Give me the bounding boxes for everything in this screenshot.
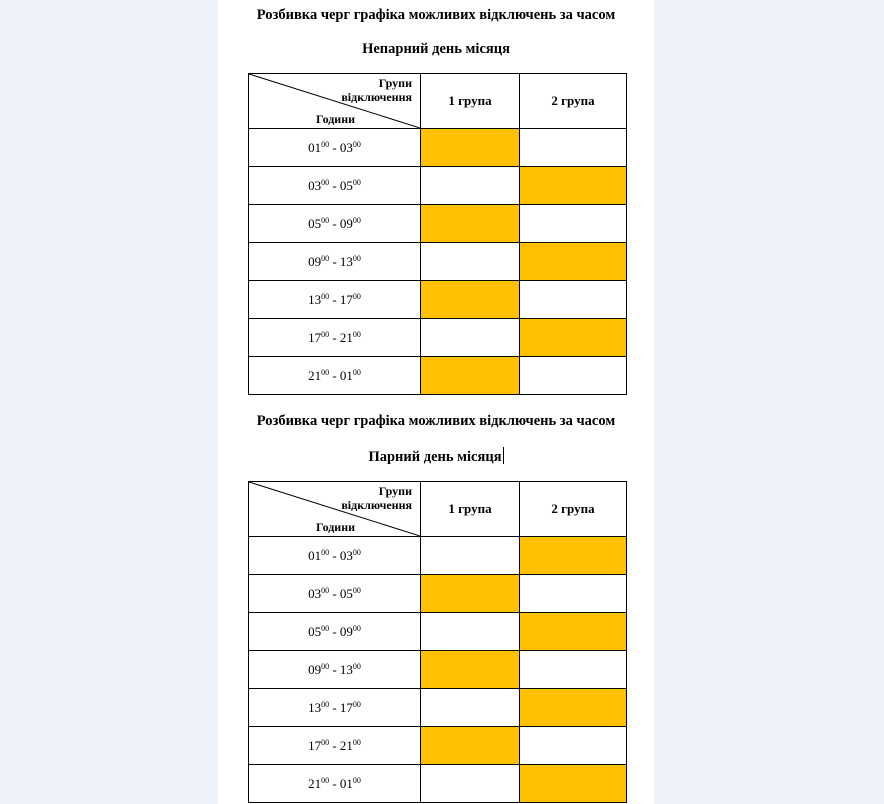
text-cursor <box>503 447 504 464</box>
table-row <box>249 129 627 167</box>
schedule-table <box>248 73 627 395</box>
table-row <box>249 281 627 319</box>
group1-outage-cell <box>421 613 520 651</box>
group1-header: 1 група <box>421 74 520 129</box>
group1-outage-cell <box>421 651 520 689</box>
group1-outage-cell <box>421 537 520 575</box>
group1-outage-cell <box>421 689 520 727</box>
hours-label: Години <box>316 112 356 126</box>
group2-outage-cell <box>520 689 627 727</box>
time-range-cell: $13^{00} - 17^{00}$ <box>249 689 421 727</box>
time-range-cell: $09^{00} - 13^{00}$ <box>249 243 421 281</box>
group1-outage-cell <box>421 319 520 357</box>
group2-outage-cell <box>520 319 627 357</box>
table-header-row <box>249 74 627 129</box>
group1-header: 1 група <box>421 482 520 537</box>
schedule-subtitle: Парний день місяця <box>368 449 502 465</box>
table-row <box>249 651 627 689</box>
group1-outage-cell <box>421 281 520 319</box>
group2-outage-cell <box>520 537 627 575</box>
groups-label: Групи відключення <box>341 484 412 512</box>
time-range-cell: $01^{00} - 03^{00}$ <box>249 537 421 575</box>
schedule-subtitle: Непарний день місяця <box>362 41 510 57</box>
group2-header: 2 група <box>520 482 627 537</box>
time-range-cell: $13^{00} - 17^{00}$ <box>249 281 421 319</box>
group2-outage-cell <box>520 129 627 167</box>
table-row <box>249 689 627 727</box>
group2-outage-cell <box>520 243 627 281</box>
corner-header-cell <box>249 74 421 129</box>
time-range-cell: $03^{00} - 05^{00}$ <box>249 575 421 613</box>
group2-outage-cell <box>520 357 627 395</box>
table-row <box>249 727 627 765</box>
group2-outage-cell <box>520 205 627 243</box>
table-row <box>249 205 627 243</box>
time-range-cell: $05^{00} - 09^{00}$ <box>249 205 421 243</box>
group1-outage-cell <box>421 765 520 803</box>
group2-outage-cell <box>520 613 627 651</box>
table-row <box>249 613 627 651</box>
time-range-cell: $09^{00} - 13^{00}$ <box>249 651 421 689</box>
group1-outage-cell <box>421 205 520 243</box>
group1-outage-cell <box>421 243 520 281</box>
group2-outage-cell <box>520 765 627 803</box>
groups-label: Групи відключення <box>341 76 412 104</box>
time-range-cell: $17^{00} - 21^{00}$ <box>249 319 421 357</box>
time-range-cell: $21^{00} - 01^{00}$ <box>249 357 421 395</box>
table-row <box>249 765 627 803</box>
table-row <box>249 319 627 357</box>
group1-outage-cell <box>421 357 520 395</box>
table-row <box>249 575 627 613</box>
group2-outage-cell <box>520 727 627 765</box>
table-row <box>249 167 627 205</box>
group1-outage-cell <box>421 575 520 613</box>
group1-outage-cell <box>421 129 520 167</box>
table-row <box>249 537 627 575</box>
time-range-cell: $03^{00} - 05^{00}$ <box>249 167 421 205</box>
group2-outage-cell <box>520 651 627 689</box>
schedule-title: Розбивка черг графіка можливих відключень за часом <box>256 413 616 429</box>
time-range-cell: $21^{00} - 01^{00}$ <box>249 765 421 803</box>
time-range-cell: $17^{00} - 21^{00}$ <box>249 727 421 765</box>
group2-outage-cell <box>520 281 627 319</box>
schedule-table <box>248 481 627 803</box>
table-row <box>249 243 627 281</box>
corner-header-cell <box>249 482 421 537</box>
schedule-title: Розбивка черг графіка можливих відключень за часом <box>256 7 616 23</box>
time-range-cell: $01^{00} - 03^{00}$ <box>249 129 421 167</box>
group1-outage-cell <box>421 167 520 205</box>
group1-outage-cell <box>421 727 520 765</box>
group2-outage-cell <box>520 167 627 205</box>
group2-outage-cell <box>520 575 627 613</box>
hours-label: Години <box>316 520 356 534</box>
document-page <box>218 0 654 804</box>
group2-header: 2 група <box>520 74 627 129</box>
table-header-row <box>249 482 627 537</box>
table-row <box>249 357 627 395</box>
time-range-cell: $05^{00} - 09^{00}$ <box>249 613 421 651</box>
